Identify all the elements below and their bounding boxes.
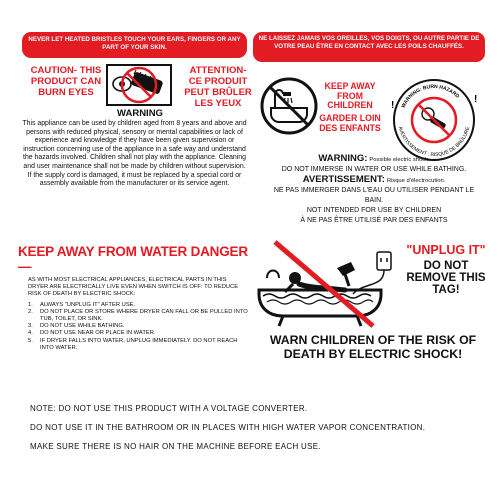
warning-heading: WARNING xyxy=(117,108,163,119)
caution-text: CAUTION- THIS PRODUCT CAN BURN EYES xyxy=(30,65,102,98)
unplug-panel xyxy=(253,238,493,380)
no-brush-to-eye-icon xyxy=(106,64,172,106)
do-not-remove-text: DO NOT REMOVE THIS TAG! xyxy=(406,260,486,296)
unplug-it-text: "UNPLUG IT" xyxy=(406,243,486,257)
list-item: 3. DO NOT USE WHILE BATHING. xyxy=(28,323,125,330)
unplug-it-tag xyxy=(401,244,491,296)
attention-text-french: ATTENTION- CE PRODUIT PEUT BRÛLER LES YEUX xyxy=(184,65,252,109)
list-item: 5. IF DRYER FALLS INTO WATER, UNPLUG IMMEDIATELY. DO NOT REACH INTO WATER. xyxy=(28,337,238,351)
water-danger-panel xyxy=(18,244,248,384)
bristles-warning-banner: NEVER LET HEATED BRISTLES TOUCH YOUR EARS, FINGERS OR ANY PART OF YOUR SKIN. xyxy=(22,32,247,58)
not-for-children-line: NOT INTENDED FOR USE BY CHILDREN xyxy=(306,207,442,214)
no-bathtub-dryer-icon xyxy=(253,238,403,330)
water-danger-intro: AS WITH MOST ELECTRICAL APPLIANCES, ELECTRICAL PARTS IN THIS DRYER ARE ELECTRICALLY LIVE EVEN WHEN SWITCH IS OFF: TO REDUCE RISK OF DEATH BY ELECTRIC SHOCK: xyxy=(28,277,239,298)
note-bathroom: DO NOT USE IT IN THE BATHROOM OR IN PLACES WITH HIGH WATER VAPOR CONCENTRATION. xyxy=(30,423,426,432)
keep-away-from-children: KEEP AWAY FROM CHILDREN xyxy=(324,81,376,110)
water-danger-title: KEEP AWAY FROM WATER DANGER— xyxy=(18,244,248,274)
note-voltage-converter: NOTE: DO NOT USE THIS PRODUCT WITH A VOLTAGE CONVERTER. xyxy=(30,404,308,413)
stamp-bottom-text: AVERTISSEMENT : RISQUE DE BRÛLURE xyxy=(396,125,472,159)
garder-loin-des-enfants: GARDER LOIN DES ENFANTS xyxy=(319,113,381,133)
safety-list xyxy=(18,302,248,352)
note-hair: MAKE SURE THERE IS NO HAIR ON THE MACHINE BEFORE EACH USE. xyxy=(30,442,321,451)
no-immerse-line: DO NOT IMMERSE IN WATER OR USE WHILE BATHING. xyxy=(281,166,467,173)
electric-shock-warning xyxy=(269,154,479,226)
warn-children-text: WARN CHILDREN OF THE RISK OF DEATH BY ELECTRIC SHOCK! xyxy=(269,333,477,361)
list-item: 1. ALWAYS "UNPLUG IT" AFTER USE. xyxy=(28,301,136,308)
warning-panel-english xyxy=(22,32,252,244)
no-bath-icon xyxy=(259,76,319,136)
warning-panel-french xyxy=(253,32,485,244)
warning-body-text: This appliance can be used by children aged from 8 years and above and persons with reduced physical, sensory or mental capabilities or lack of experience and knowledge if they have been given supervision or instruction concerning use of the appliance in a safe way and understand the hazards involved. Children shall not play with the appliance. Cleaning and user maintenance shall not be made by children without supervision. If the supply cord is damaged, it must be replaced by a special cord or assembly available from the manufacturer or its service agent. xyxy=(22,120,247,188)
avertissement-label: AVERTISSEMENT: xyxy=(302,174,385,185)
bristles-warning-banner-french: NE LAISSEZ JAMAIS VOS OREILLES, VOS DOIGTS, OU AUTRE PARTIE DE VOTRE PEAU ÊTRE EN CONTACT AVEC LES POILS CHAUFFÉS. xyxy=(253,32,485,62)
list-item: 4. DO NOT USE NEAR OR PLACE IN WATER. xyxy=(28,330,156,337)
warning-small: Possible electric shock. xyxy=(369,157,430,163)
ne-pas-immerger-line: NE PAS IMMERGER DANS L'EAU OU UTILISER PENDANT LE BAIN. xyxy=(273,187,475,204)
list-item: 2. DO NOT PLACE OR STORE WHERE DRYER CAN FALL OR BE PULLED INTO TUB, TOILET, OR SINK. xyxy=(28,308,248,323)
notes-section xyxy=(30,404,480,461)
svg-text:!: ! xyxy=(391,100,395,111)
stamp-top-text: WARNING: BURN HAZARD xyxy=(400,83,461,110)
svg-text:!: ! xyxy=(474,94,478,105)
pas-enfants-line: À NE PAS ÊTRE UTILISÉ PAR DES ENFANTS xyxy=(300,217,448,224)
warning-label: WARNING: xyxy=(318,153,368,164)
outlet-icon xyxy=(353,252,391,294)
avertissement-small: Risque d'électrocution. xyxy=(386,178,446,184)
